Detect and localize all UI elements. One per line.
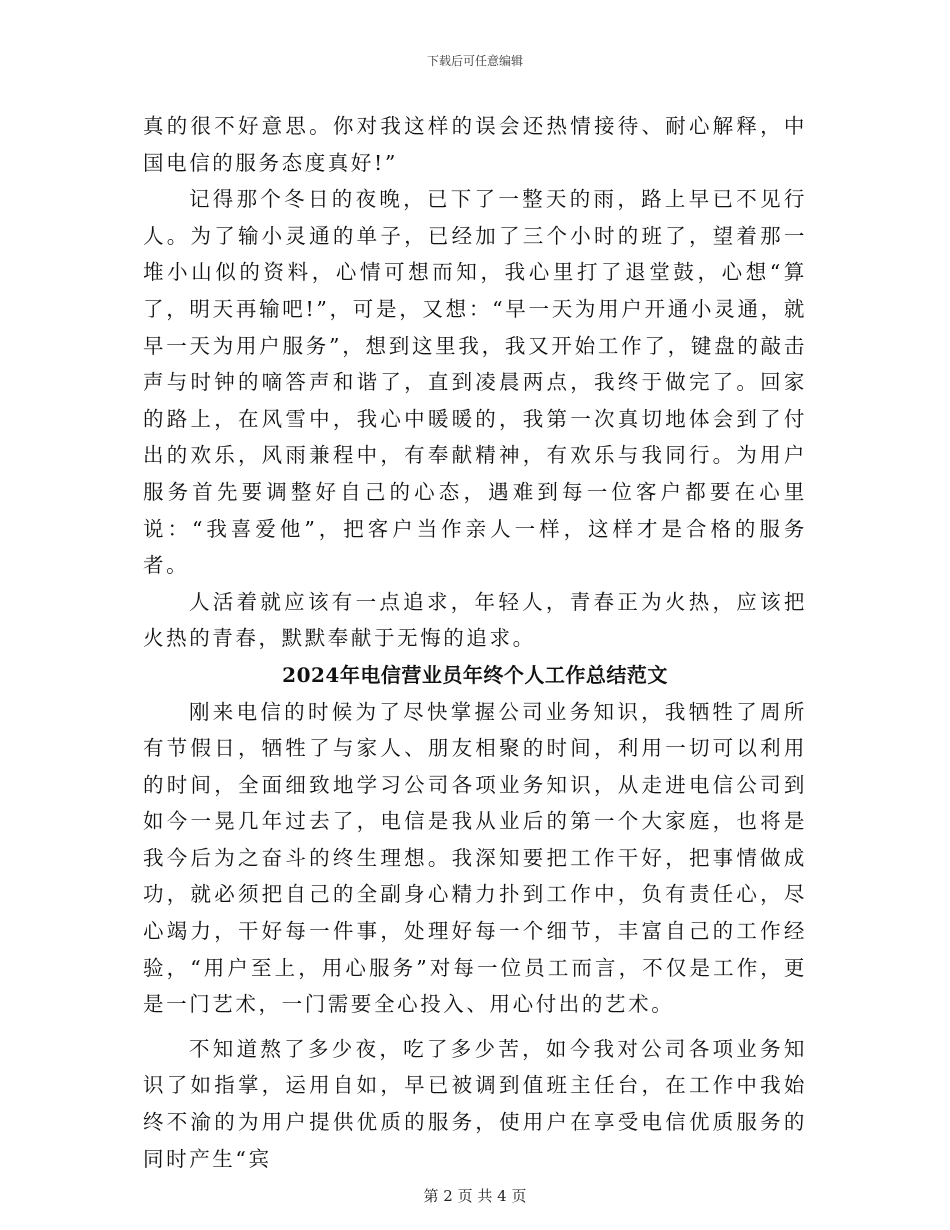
- page-header: 下载后可任意编辑: [426, 54, 523, 68]
- page-footer: 第 2 页 共 4 页: [423, 1187, 527, 1205]
- paragraph-learning: 刚来电信的时候为了尽快掌握公司业务知识，我牺牲了周所有节假日，牺牲了与家人、朋友相聚的时间，利用一切可以利用的时间，全面细致地学习公司各项业务知识，从走进电信公司到如今一晃几年过去了，电信是我从业后的第一个大家庭，也将是我今后为之奋斗的终生理想。我深知要把工作干好，把事情做成功，就必须把自己的全副身心精力扑到工作中，负有责任心，尽心竭力，干好每一件事，处理好每一个细节，丰富自己的工作经验，“用户至上，用心服务”对每一位员工而言，不仅是工作，更是一门艺术，一门需要全心投入、用心付出的艺术。: [143, 699, 807, 1017]
- paragraph-winter-night: 记得那个冬日的夜晚，已下了一整天的雨，路上早已不见行人。为了输小灵通的单子，已经加了三个小时的班了，望着那一堆小山似的资料，心情可想而知，我心里打了退堂鼓，心想“算了，明天再输吧!”，可是，又想：“早一天为用户开通小灵通，就早一天为用户服务”，想到这里我，我又开始工作了，键盘的敲击声与时钟的嘀答声和谐了，直到凌晨两点，我终于做完了。回家的路上，在风雪中，我心中暖暖的，我第一次真切地体会到了付出的欢乐，风雨兼程中，有奉献精神，有欢乐与我同行。为用户服务首先要调整好自己的心态，遇难到每一位客户都要在心里说：“我喜爱他”，把客户当作亲人一样，这样才是合格的服务者。: [143, 187, 807, 578]
- paragraph-continuation: 真的很不好意思。你对我这样的误会还热情接待、耐心解释，中国电信的服务态度真好!”: [143, 114, 807, 175]
- paragraph-mastery: 不知道熬了多少夜，吃了多少苦，如今我对公司各项业务知识了如指掌，运用自如，早已被调到值班主任台，在工作中我始终不渝的为用户提供优质的服务，使用户在享受电信优质服务的同时产生“宾: [143, 1036, 807, 1171]
- section-title: 2024年电信营业员年终个人工作总结范文: [282, 662, 668, 687]
- document-body: [143, 108, 807, 1177]
- paragraph-pursuit: 人活着就应该有一点追求，年轻人，青春正为火热，应该把火热的青春，默默奉献于无悔的追求。: [143, 589, 807, 651]
